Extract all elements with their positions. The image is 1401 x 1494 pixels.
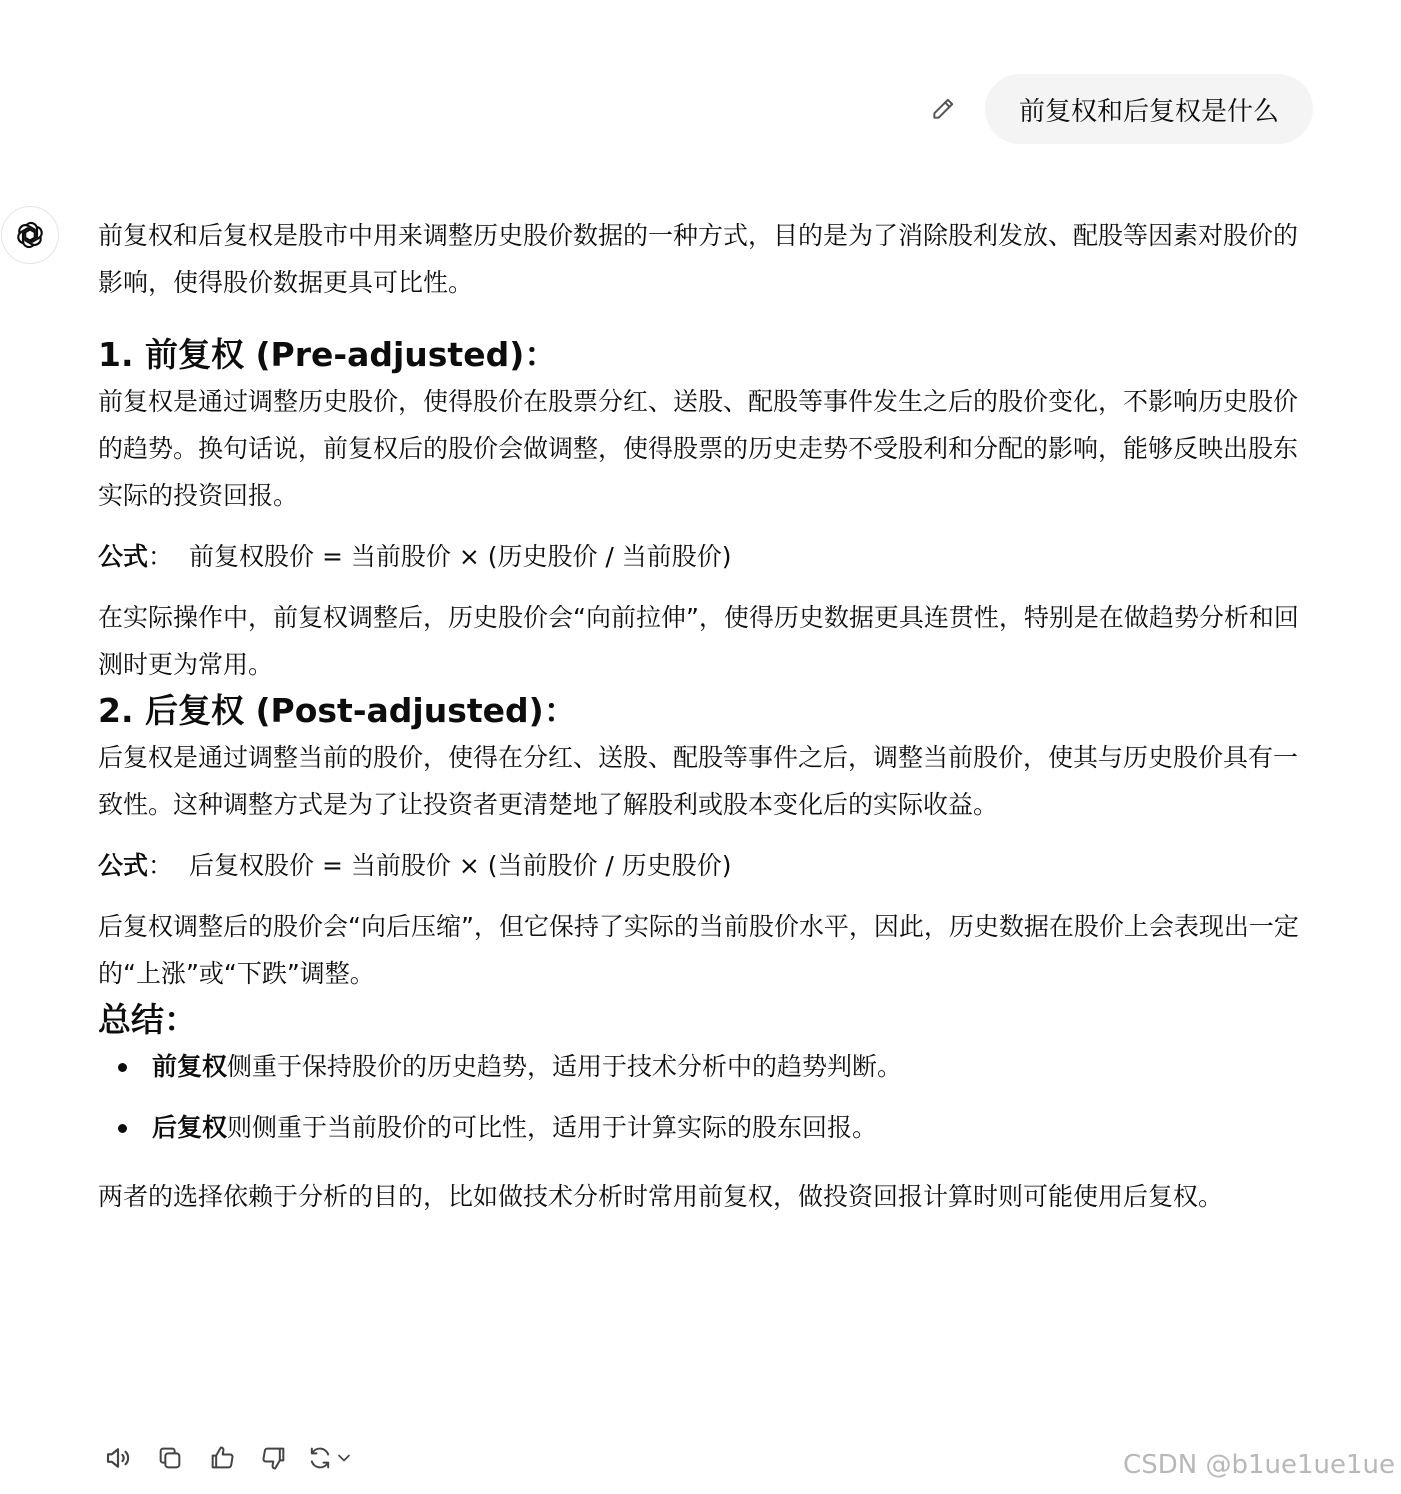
- assistant-answer: [98, 212, 1313, 1220]
- regenerate-button[interactable]: [306, 1444, 354, 1472]
- copy-button[interactable]: [150, 1438, 190, 1478]
- watermark: CSDN @b1ue1ue1ue: [1123, 1450, 1395, 1480]
- thumbs-down-button[interactable]: [254, 1438, 294, 1478]
- read-aloud-button[interactable]: [98, 1438, 138, 1478]
- list-item: [152, 1104, 1313, 1151]
- user-message-bubble: 前复权和后复权是什么: [985, 74, 1313, 144]
- list-item-text: 侧重于保持股价的历史趋势，适用于技术分析中的趋势判断。: [227, 1052, 903, 1081]
- answer-closing: 两者的选择依赖于分析的目的，比如做技术分析时常用前复权，做投资回报计算时则可能使用后复权。: [98, 1182, 1224, 1211]
- section-body-post-adjusted: 后复权是通过调整当前的股价，使得在分红、送股、配股等事件之后，调整当前股价，使其与历史股价具有一致性。这种调整方式是为了让投资者更清楚地了解股利或股本变化后的实际收益。: [98, 743, 1299, 819]
- summary-list: [98, 1043, 1313, 1151]
- formula-colon: ：: [148, 542, 174, 571]
- section-title-post-adjusted: 2. 后复权 (Post-adjusted)：: [98, 691, 577, 730]
- answer-intro: 前复权和后复权是股市中用来调整历史股价数据的一种方式，目的是为了消除股利发放、配股等因素对股价的影响，使得股价数据更具可比性。: [98, 221, 1299, 297]
- formula-pre-adjusted: [98, 533, 1313, 580]
- list-item: [152, 1043, 1313, 1090]
- message-action-bar: [98, 1438, 354, 1478]
- thumbs-down-icon: [260, 1444, 288, 1472]
- openai-logo-icon: [14, 219, 46, 251]
- section-note-pre-adjusted: 在实际操作中，前复权调整后，历史股价会“向前拉伸”，使得历史数据更具连贯性，特别是在做趋势分析和回测时更为常用。: [98, 603, 1299, 679]
- section-note-post-adjusted: 后复权调整后的股价会“向后压缩”，但它保持了实际的当前股价水平，因此，历史数据在股价上会表现出一定的“上涨”或“下跌”调整。: [98, 912, 1299, 988]
- list-item-bold: 前复权: [152, 1052, 228, 1081]
- read-aloud-icon: [103, 1443, 133, 1473]
- summary-title: 总结：: [98, 1000, 197, 1039]
- list-item-bold: 后复权: [152, 1113, 228, 1142]
- edit-message-button[interactable]: [923, 89, 963, 129]
- formula-label: 公式: [98, 542, 149, 571]
- list-item-text: 则侧重于当前股价的可比性，适用于计算实际的股东回报。: [227, 1113, 878, 1142]
- formula-label: 公式: [98, 851, 149, 880]
- formula-text: 前复权股价 = 当前股价 × (历史股价 / 当前股价): [189, 542, 732, 571]
- section-body-pre-adjusted: 前复权是通过调整历史股价，使得股价在股票分红、送股、配股等事件发生之后的股价变化，不影响历史股价的趋势。换句话说，前复权后的股价会做调整，使得股票的历史走势不受股利和分配的影响，能够反映出股东实际的投资回报。: [98, 387, 1299, 510]
- copy-icon: [156, 1444, 184, 1472]
- thumbs-up-icon: [208, 1444, 236, 1472]
- section-title-pre-adjusted: 1. 前复权 (Pre-adjusted)：: [98, 335, 558, 374]
- pencil-icon: [930, 96, 956, 122]
- regenerate-icon: [306, 1444, 334, 1472]
- chevron-down-icon: [334, 1448, 354, 1468]
- user-message-row: [923, 74, 1313, 144]
- thumbs-up-button[interactable]: [202, 1438, 242, 1478]
- assistant-avatar: [1, 206, 59, 264]
- formula-post-adjusted: [98, 842, 1313, 889]
- formula-text: 后复权股价 = 当前股价 × (当前股价 / 历史股价): [189, 851, 732, 880]
- formula-colon: ：: [148, 851, 174, 880]
